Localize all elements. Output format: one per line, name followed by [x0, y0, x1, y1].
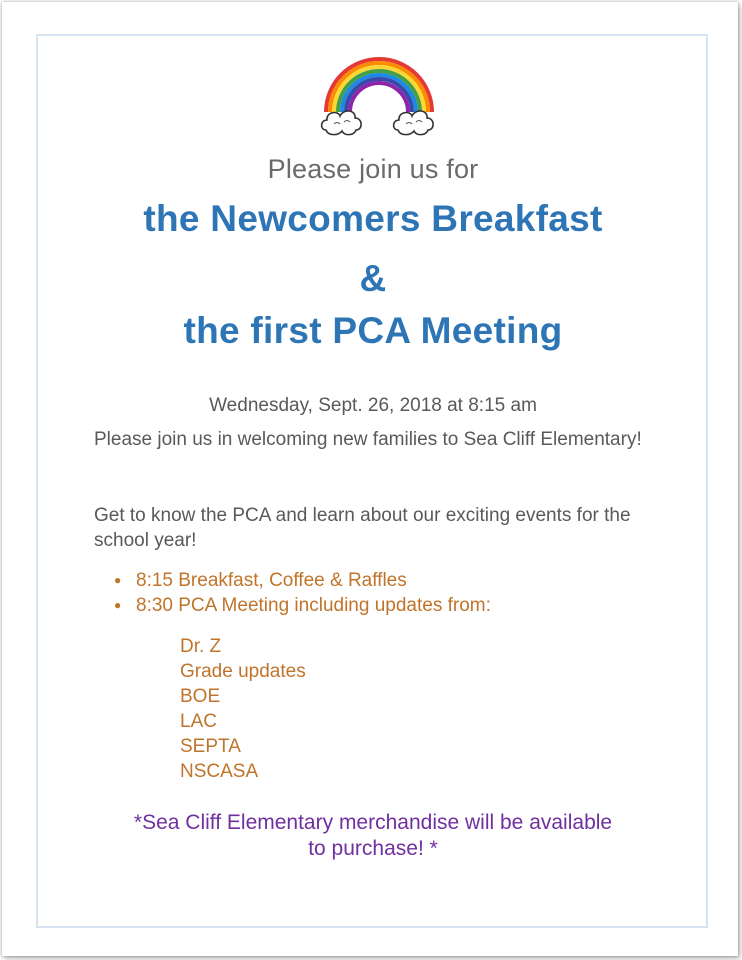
bullet-dot-icon: ●: [114, 573, 122, 587]
flyer-page: [2, 2, 738, 956]
agenda-item-text: 8:30 PCA Meeting including updates from:: [136, 595, 491, 616]
merchandise-note: [2, 810, 742, 862]
welcome-paragraph: Please join us in welcoming new families to Sea Cliff Elementary!: [94, 429, 642, 450]
bullet-dot-icon: ●: [114, 598, 122, 612]
agenda-item: [114, 593, 491, 618]
headline-pca-meeting: the first PCA Meeting: [183, 310, 563, 351]
headline-newcomers-breakfast: the Newcomers Breakfast: [143, 198, 603, 239]
agenda-list: [114, 568, 491, 618]
update-item: Grade updates: [180, 661, 306, 682]
headline-ampersand: &: [359, 258, 387, 299]
merchandise-note-line: to purchase! *: [308, 837, 438, 860]
update-item: SEPTA: [180, 736, 241, 757]
rainbow-icon: [318, 50, 440, 140]
merchandise-note-line: *Sea Cliff Elementary merchandise will be available: [133, 811, 613, 834]
update-item: Dr. Z: [180, 636, 222, 657]
update-item: LAC: [180, 711, 217, 732]
update-item: NSCASA: [180, 761, 259, 782]
agenda-item: [114, 568, 491, 593]
intro-text: Please join us for: [267, 154, 479, 184]
update-item: BOE: [180, 686, 221, 707]
pca-paragraph: Get to know the PCA and learn about our exciting events for the school year!: [94, 505, 631, 551]
event-date-time: Wednesday, Sept. 26, 2018 at 8:15 am: [209, 395, 537, 416]
agenda-item-text: 8:15 Breakfast, Coffee & Raffles: [136, 570, 407, 591]
updates-list: [180, 634, 306, 784]
